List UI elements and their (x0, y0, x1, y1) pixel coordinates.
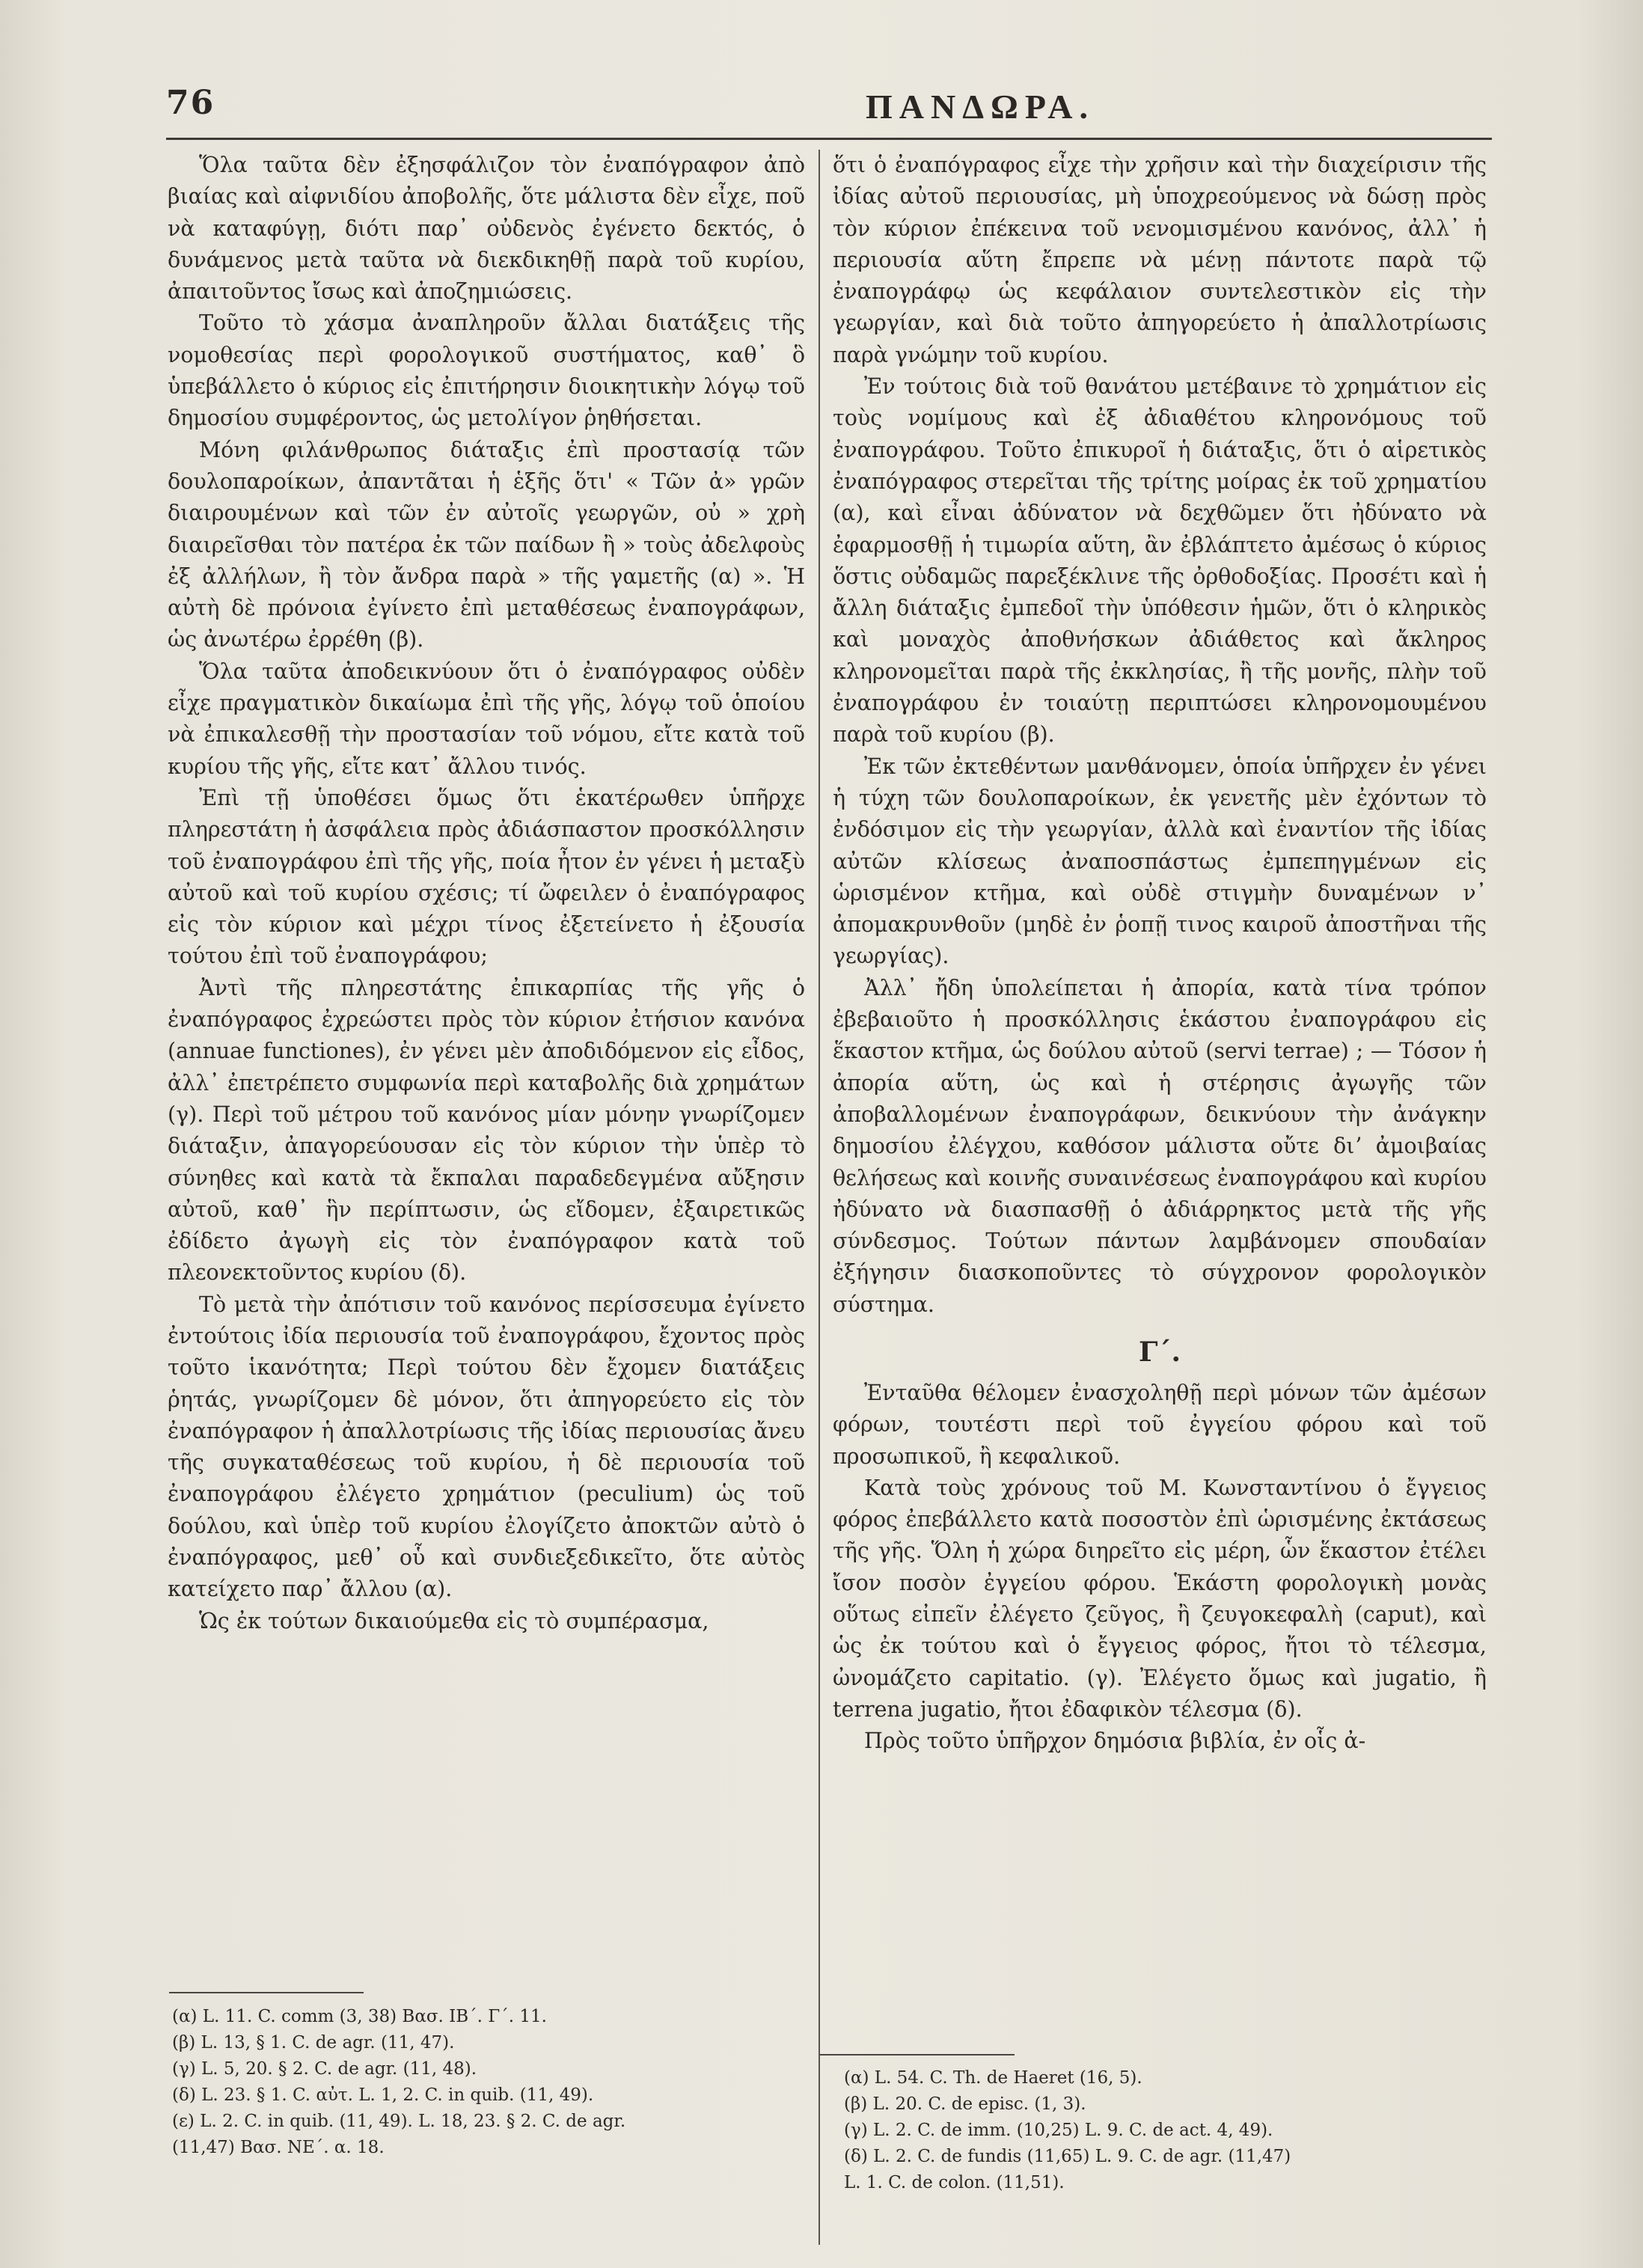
running-title: ΠΑΝΔΩΡΑ. (866, 88, 1095, 126)
footnote: (δ) L. 2. C. de fundis (11,65) L. 9. C. de agr. (11,47) (844, 2147, 1291, 2166)
left-paragraph: Ὡς ἐκ τούτων δικαιούμεθα εἰς τὸ συμπέρασμα, (199, 1608, 709, 1633)
footnote: (ε) L. 2. C. in quib. (11, 49). L. 18, 23. § 2. C. de agr. (172, 2112, 626, 2131)
right-paragraph: ὅτι ὁ ἐναπόγραφος εἶχε τὴν χρῆσιν καὶ τὴν διαχείρισιν τῆς ἰδίας αὐτοῦ περιουσίας, μὴ ὑποχρεούμενος νὰ δώσῃ πρὸς τὸν κύριον ἐπέκεινα τοῦ νενομισμένου κανόνος, ἀλλ᾽ ἡ περιουσία αὕτη ἔπρεπε νὰ μένῃ πάντοτε παρὰ τῷ ἐναπογράφῳ ὡς κεφάλαιον συντελεστικὸν εἰς τὴν γεωργίαν, καὶ διὰ τοῦτο ἀπηγορεύετο ἡ ἀπαλλοτρίωσις παρὰ γνώμην τοῦ κυρίου. (833, 153, 1487, 367)
left-footnotes (172, 2004, 625, 2161)
right-paragraph: Ἀλλ᾽ ἤδη ὑπολείπεται ἡ ἀπορία, κατὰ τίνα τρόπον ἐβεβαιοῦτο ἡ προσκόλλησις ἑκάστου ἐναπογράφου εἰς ἕκαστον κτῆμα, ὡς δούλου αὐτοῦ (servi terrae) ; — Τόσον ἡ ἀπορία αὕτη, ὡς καὶ ἡ στέρησις ἀγωγῆς τῶν ἀποβαλλομένων ἐναπογράφων, δεικνύουν τὴν ἀνάγκην δημοσίου ἐλέγχου, καθόσον μάλιστα οὔτε διʼ ἀμοιβαίας θελήσεως καὶ κοινῆς συναινέσεως ἐναπογράφου καὶ κυρίου ἠδύνατο νὰ διασπασθῇ ὁ ἀδιάρρηκτος μετὰ τῆς γῆς σύνδεσμος. Τούτων πάντων λαμβάνομεν σπουδαίαν ἐξήγησιν διασκοποῦντες τὸ σύγχρονον φορολογικὸν σύστημα. (833, 975, 1487, 1317)
footnote: (11,47) Βασ. ΝΕ΄. α. 18. (172, 2138, 385, 2157)
right-column (833, 150, 1487, 1758)
right-footnote-rule (820, 2054, 1015, 2055)
header-rule (166, 138, 1492, 140)
left-column (168, 150, 805, 1637)
page-header (166, 84, 1498, 136)
footnote: (γ) L. 5, 20. § 2. C. de agr. (11, 48). (172, 2059, 477, 2079)
left-paragraph: Ὅλα ταῦτα δὲν ἐξησφάλιζον τὸν ἐναπόγραφον ἀπὸ βιαίας καὶ αἰφνιδίου ἀποβολῆς, ὅτε μάλιστα δὲν εἶχε, ποῦ νὰ καταφύγῃ, διότι παρ᾽ οὐδενὸς ἐγένετο δεκτός, ὁ δυνάμενος μετὰ ταῦτα νὰ διεκδικηθῇ παρὰ τοῦ κυρίου, ἀπαιτοῦντος ἴσως καὶ ἀποζημιώσεις. (168, 153, 805, 305)
left-paragraph: Μόνη φιλάνθρωπος διάταξις ἐπὶ προστασίᾳ τῶν δουλοπαροίκων, ἀπαντᾶται ἡ ἑξῆς ὅτι' « Τῶν ἀ» γρῶν διαιρουμένων καὶ τῶν ἐν αὐτοῖς γεωργῶν, οὐ » χρὴ διαιρεῖσθαι τὸν πατέρα ἐκ τῶν παίδων ἢ » τοὺς ἀδελφοὺς ἐξ ἀλλήλων, ἢ τὸν ἄνδρα παρὰ » τῆς γαμετῆς (α) ». Ἡ αὐτὴ δὲ πρόνοια ἐγίνετο ἐπὶ μεταθέσεως ἐναπογράφων, ὡς ἀνωτέρω ἐρρέθη (β). (168, 437, 805, 652)
right-paragraph: Ἐν τούτοις διὰ τοῦ θανάτου μετέβαινε τὸ χρημάτιον εἰς τοὺς νομίμους καὶ ἐξ ἀδιαθέτου κληρονόμους τοῦ ἐναπογράφου. Τοῦτο ἐπικυροῖ ἡ διάταξις, ὅτι ὁ αἱρετικὸς ἐναπόγραφος στερεῖται τῆς τρίτης μοίρας ἐκ τοῦ χρηματίου (α), καὶ εἶναι ἀδύνατον νὰ δεχθῶμεν ὅτι ἠδύνατο νὰ ἐφαρμοσθῇ ἡ τιμωρία αὕτη, ἂν ἐβλάπτετο ἀμέσως ὁ κύριος ὅστις οὐδαμῶς παρεξέκλινε τῆς ὀρθοδοξίας. Προσέτι καὶ ἡ ἄλλη διάταξις ἐμπεδοῖ τὴν ὑπόθεσιν ἡμῶν, ὅτι ὁ κληρικὸς καὶ μοναχὸς ἀποθνήσκων ἀδιάθετος καὶ ἄκληρος κληρονομεῖται παρὰ τῆς ἐκκλησίας, ἢ τῆς μονῆς, πλὴν τοῦ ἐναπογράφου ἐν τοιαύτῃ περιπτώσει κληρονομουμένου παρὰ τοῦ κυρίου (β). (833, 374, 1487, 748)
right-footnotes (844, 2065, 1291, 2196)
left-paragraph: Τὸ μετὰ τὴν ἀπότισιν τοῦ κανόνος περίσσευμα ἐγίνετο ἐντούτοις ἰδία περιουσία τοῦ ἐναπογράφου, ἔχοντος πρὸς τοῦτο ἱκανότητα; Περὶ τούτου δὲν ἔχομεν διατάξεις ῥητάς, γνωρίζομεν δὲ μόνον, ὅτι ἀπηγορεύετο εἰς τὸν ἐναπόγραφον ἡ ἀπαλλοτρίωσις τῆς ἰδίας περιουσίας ἄνευ τῆς συγκαταθέσεως τοῦ κυρίου, ἡ δὲ περιουσία τοῦ ἐναπογράφου ἐλέγετο χρημάτιον (peculium) ὡς τοῦ δούλου, καὶ ὑπὲρ τοῦ κυρίου ἐλογίζετο ἀποκτῶν αὐτὸ ὁ ἐναπόγραφος, μεθ᾽ οὗ καὶ συνδιεξεδικεῖτο, ὅτε αὐτὸς κατείχετο παρ᾽ ἄλλου (α). (168, 1292, 805, 1602)
left-footnote-rule (169, 1992, 364, 1993)
right-paragraph: Πρὸς τοῦτο ὑπῆρχον δημόσια βιβλία, ἐν οἷς ἀ- (864, 1728, 1366, 1754)
footnote: (α) L. 11. C. comm (3, 38) Βασ. ΙΒ΄. Γ΄. 11. (172, 2007, 547, 2026)
left-paragraph: Ἐπὶ τῇ ὑποθέσει ὅμως ὅτι ἑκατέρωθεν ὑπῆρχε πληρεστάτη ἡ ἀσφάλεια πρὸς ἀδιάσπαστον προσκόλλησιν τοῦ ἐναπογράφου ἐπὶ τῆς γῆς, ποία ἦτον ἐν γένει ἡ μεταξὺ αὐτοῦ καὶ τοῦ κυρίου σχέσις; τί ὤφειλεν ὁ ἐναπόγραφος εἰς τὸν κύριον καὶ μέχρι τίνος ἐξετείνετο ἡ ἐξουσία τούτου ἐπὶ τοῦ ἐναπογράφου; (168, 785, 805, 969)
left-paragraph: Ὅλα ταῦτα ἀποδεικνύουν ὅτι ὁ ἐναπόγραφος οὐδὲν εἶχε πραγματικὸν δικαίωμα ἐπὶ τῆς γῆς, λόγῳ τοῦ ὁποίου νὰ ἐπικαλεσθῇ τὴν προστασίαν τοῦ νόμου, εἴτε κατὰ τοῦ κυρίου τῆς γῆς, εἴτε κατ᾽ ἄλλου τινός. (168, 658, 805, 779)
right-paragraph: Ἐνταῦθα θέλομεν ἐνασχοληθῇ περὶ μόνων τῶν ἀμέσων φόρων, τουτέστι περὶ τοῦ ἐγγείου φόρου καὶ τοῦ προσωπικοῦ, ἢ κεφαλικοῦ. (833, 1380, 1487, 1469)
footnote: L. 1. C. de colon. (11,51). (844, 2173, 1065, 2192)
page-number: 76 (166, 84, 215, 122)
footnote: (α) L. 54. C. Th. de Haeret (16, 5). (844, 2068, 1142, 2088)
footnote: (β) L. 20. C. de episc. (1, 3). (844, 2094, 1086, 2114)
footnote: (γ) L. 2. C. de imm. (10,25) L. 9. C. de act. 4, 49). (844, 2121, 1273, 2140)
right-paragraph: Κατὰ τοὺς χρόνους τοῦ Μ. Κωνσταντίνου ὁ ἔγγειος φόρος ἐπεβάλλετο κατὰ ποσοστὸν ἐπὶ ὡρισμένης ἐκτάσεως τῆς γῆς. Ὅλη ἡ χώρα διηρεῖτο εἰς μέρη, ὧν ἕκαστον ἐτέλει ἴσον ποσὸν ἐγγείου φόρου. Ἑκάστη φορολογικὴ μονὰς οὕτως εἰπεῖν ἐλέγετο ζεῦγος, ἢ ζευγοκεφαλὴ (caput), καὶ ὡς ἐκ τούτου καὶ ὁ ἔγγειος φόρος, ἤτοι τὸ τέλεσμα, ὠνομάζετο capitatio. (γ). Ἐλέγετο ὅμως καὶ jugatio, ἢ terrena jugatio, ἤτοι ἐδαφικὸν τέλεσμα (δ). (833, 1475, 1487, 1722)
column-divider (819, 150, 820, 2245)
footnote: (β) L. 13, § 1. C. de agr. (11, 47). (172, 2033, 455, 2052)
section-heading: Γ΄. (1138, 1336, 1181, 1368)
right-paragraph: Ἐκ τῶν ἐκτεθέντων μανθάνομεν, ὁποία ὑπῆρχεν ἐν γένει ἡ τύχη τῶν δουλοπαροίκων, ἐκ γενετῆς μὲν ἐχόντων τὸ ἐνδόσιμον εἰς τὴν γεωργίαν, ἀλλὰ καὶ ἐναντίον τῆς ἰδίας αὐτῶν κλίσεως ἀναποσπάστως ἐμπεπηγμένων εἰς ὡρισμένον κτῆμα, καὶ οὐδὲ στιγμὴν δυναμένων ν᾽ ἀπομακρυνθοῦν (μηδὲ ἐν ῥοπῇ τινος καιροῦ ἀποστῆναι τῆς γεωργίας). (833, 754, 1487, 969)
left-paragraph: Τοῦτο τὸ χάσμα ἀναπληροῦν ἄλλαι διατάξεις τῆς νομοθεσίας περὶ φορολογικοῦ συστήματος, καθ᾽ ὃ ὑπεβάλλετο ὁ κύριος εἰς ἐπιτήρησιν διοικητικὴν λόγῳ τοῦ δημοσίου συμφέροντος, ὡς μετολίγον ῥηθήσεται. (168, 311, 805, 431)
footnote: (δ) L. 23. § 1. C. αὐτ. L. 1, 2. C. in quib. (11, 49). (172, 2085, 594, 2105)
left-paragraph: Ἀντὶ τῆς πληρεστάτης ἐπικαρπίας τῆς γῆς ὁ ἐναπόγραφος ἐχρεώστει πρὸς τὸν κύριον ἐτήσιον κανόνα (annuae functiones), ἐν γένει μὲν ἀποδιδόμενον εἰς εἶδος, ἀλλ᾽ ἐπετρέπετο συμφωνία περὶ καταβολῆς διὰ χρημάτων (γ). Περὶ τοῦ μέτρου τοῦ κανόνος μίαν μόνην γνωρίζομεν διάταξιν, ἀπαγορεύουσαν εἰς τὸν κύριον τὴν ὑπὲρ τὸ σύνηθες καὶ κατὰ τὰ ἔκπαλαι παραδεδεγμένα αὔξησιν αὐτοῦ, καθ᾽ ἣν περίπτωσιν, ὡς εἴδομεν, ἐξαιρετικῶς ἐδίδετο ἀγωγὴ εἰς τὸν ἐναπόγραφον κατὰ τοῦ πλεονεκτοῦντος κυρίου (δ). (168, 975, 805, 1286)
